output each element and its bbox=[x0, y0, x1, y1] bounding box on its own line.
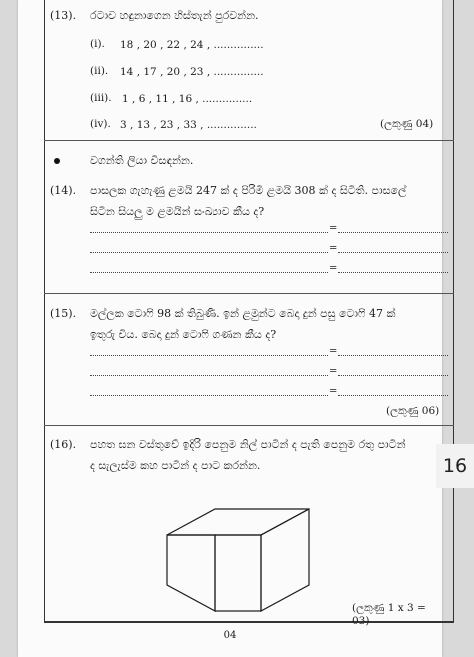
q15-equals-1: = bbox=[329, 346, 338, 357]
q16-marks: (ලකුණු 1 x 3 = 03) bbox=[352, 602, 426, 627]
q14-line-2: සිටින සියලු ම ළමයින් සංඛ්‍යාව කීය ද? bbox=[90, 205, 265, 218]
q13-marks: (ලකුණු 04) bbox=[380, 118, 434, 130]
q13-item-2-sequence: 14 , 17 , 20 , 23 , ............... bbox=[120, 66, 264, 78]
q14-answer-result-2[interactable] bbox=[338, 252, 448, 253]
q15-answer-result-1[interactable] bbox=[338, 355, 448, 356]
q13-item-1-label: (i). bbox=[90, 38, 105, 50]
cuboid-top-face bbox=[167, 509, 309, 535]
q13-item-4-sequence: 3 , 13 , 23 , 33 , ............... bbox=[120, 119, 257, 131]
q14-equals-1: = bbox=[329, 223, 338, 234]
q13-item-4-label: (iv). bbox=[90, 118, 111, 130]
q14-equals-2: = bbox=[329, 243, 338, 254]
divider-3 bbox=[44, 425, 454, 426]
q15-line-1: මල්ලක ටොෆි 98 ක් තිබුණි. ඉන් ළමුන්ට බෙදා දුන් පසු ටොෆි 47 ක් bbox=[90, 307, 396, 320]
q15-answer-result-3[interactable] bbox=[338, 395, 448, 396]
q14-answer-line-2[interactable] bbox=[90, 252, 328, 253]
q14-line-1: පාසලක ගැහැණු ළමයි 247 ක් ද පිරිමි ළමයි 308 ක් ද සිටිති. පාසලේ bbox=[90, 184, 407, 197]
q15-marks: (ලකුණු 06) bbox=[386, 405, 440, 417]
q16-line-2: ද සැලැස්ම කහ පාටින් ද පාට කරන්න. bbox=[90, 459, 261, 472]
page-number: 04 bbox=[223, 630, 237, 641]
section-heading: වගන්ති ලියා විසඳන්න. bbox=[90, 154, 194, 167]
cuboid-left-face bbox=[167, 535, 215, 611]
cuboid-right-face bbox=[261, 509, 309, 611]
bottom-divider bbox=[44, 622, 454, 623]
q14-answer-line-1[interactable] bbox=[90, 232, 328, 233]
q16-line-1: පහත ඝන වස්තුවේ ඉදිරි පෙනුම නිල් පාටින් ද පැති පෙනුම රතු පාටින් bbox=[90, 438, 406, 451]
cuboid-front-face bbox=[215, 535, 261, 611]
q13-item-3-label: (iii). bbox=[90, 92, 112, 104]
q14-answer-result-1[interactable] bbox=[338, 232, 448, 233]
q13-number: (13). bbox=[50, 9, 77, 22]
q15-number: (15). bbox=[50, 307, 77, 320]
cuboid-figure bbox=[163, 505, 313, 615]
q14-equals-3: = bbox=[329, 263, 338, 274]
q15-equals-3: = bbox=[329, 386, 338, 397]
bullet-icon bbox=[54, 158, 60, 164]
q15-answer-result-2[interactable] bbox=[338, 375, 448, 376]
q16-number: (16). bbox=[50, 438, 77, 451]
q13-instruction: රටාව හඳුනාගෙන හිස්තැන් පුරවන්න. bbox=[90, 9, 259, 22]
q15-answer-line-1[interactable] bbox=[90, 355, 328, 356]
q15-answer-line-3[interactable] bbox=[90, 395, 328, 396]
q13-item-3-sequence: 1 , 6 , 11 , 16 , ............... bbox=[122, 93, 253, 105]
q15-equals-2: = bbox=[329, 366, 338, 377]
q15-line-2: ඉතුරු විය. බෙදා දුන් ටොෆි ගණන කීය ද? bbox=[90, 328, 277, 341]
page-counter-badge: 16 bbox=[436, 444, 474, 488]
q13-item-2-label: (ii). bbox=[90, 65, 109, 77]
q13-item-1-sequence: 18 , 20 , 22 , 24 , ............... bbox=[120, 39, 264, 51]
q14-number: (14). bbox=[50, 184, 77, 197]
divider-1 bbox=[44, 140, 454, 141]
exam-page bbox=[18, 0, 442, 657]
q14-answer-result-3[interactable] bbox=[338, 272, 448, 273]
q15-answer-line-2[interactable] bbox=[90, 375, 328, 376]
q14-answer-line-3[interactable] bbox=[90, 272, 328, 273]
divider-2 bbox=[44, 293, 454, 294]
